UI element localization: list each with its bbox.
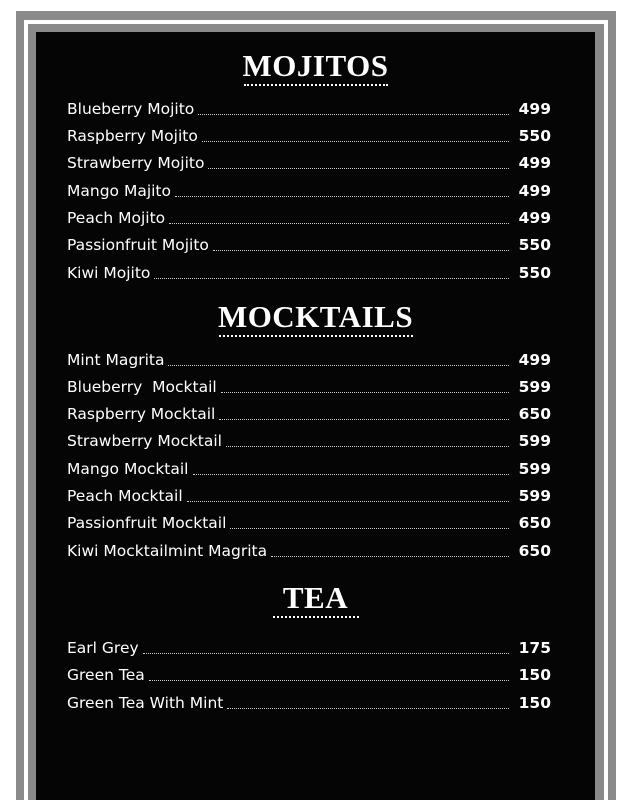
item-price: 550: [518, 264, 551, 282]
dot-leader: [227, 708, 509, 709]
dot-leader: [213, 250, 509, 251]
item-price: 599: [518, 487, 551, 505]
section-title: MOJITOS: [242, 48, 389, 83]
item-name: Green Tea: [67, 666, 145, 684]
item-price: 599: [518, 432, 551, 450]
item-name: Peach Mocktail: [67, 487, 183, 505]
item-name: Raspberry Mojito: [67, 127, 198, 145]
menu-item: [67, 263, 551, 283]
item-name: Blueberry Mocktail: [67, 378, 217, 396]
dot-leader: [221, 392, 509, 393]
dot-leader: [271, 556, 509, 557]
menu-item: [67, 665, 551, 685]
item-price: 650: [518, 542, 551, 560]
dot-leader: [149, 680, 509, 681]
dot-leader: [169, 223, 509, 224]
item-price: 150: [518, 694, 551, 712]
item-price: 499: [518, 154, 551, 172]
dot-leader: [226, 446, 509, 447]
item-price: 599: [518, 378, 551, 396]
dot-leader: [208, 168, 509, 169]
item-name: Raspberry Mocktail: [67, 405, 216, 423]
menu-panel: [36, 32, 595, 800]
menu-item: [67, 377, 551, 397]
menu-item: [67, 431, 551, 451]
menu-item: [67, 126, 551, 146]
menu-item: [67, 235, 551, 255]
menu-item: [67, 153, 551, 173]
title-underline: [244, 84, 388, 86]
section-title: MOCKTAILS: [217, 299, 414, 334]
section-mocktails: [36, 299, 595, 337]
item-price: 150: [518, 666, 551, 684]
dot-leader: [154, 278, 509, 279]
item-price: 599: [518, 460, 551, 478]
menu-item: [67, 541, 551, 561]
item-name: Passionfruit Mojito: [67, 236, 209, 254]
item-price: 175: [518, 639, 551, 657]
menu-item: [67, 486, 551, 506]
dot-leader: [168, 365, 509, 366]
item-price: 650: [518, 514, 551, 532]
item-name: Mango Mocktail: [67, 460, 189, 478]
item-name: Kiwi Mocktailmint Magrita: [67, 542, 268, 560]
item-price: 550: [518, 236, 551, 254]
dot-leader: [202, 141, 509, 142]
dot-leader: [187, 501, 509, 502]
item-name: Strawberry Mocktail: [67, 432, 222, 450]
item-name: Passionfruit Mocktail: [67, 514, 227, 532]
section-tea: [36, 580, 595, 618]
dot-leader: [143, 653, 509, 654]
dot-leader: [198, 114, 509, 115]
title-underline: [273, 616, 359, 618]
dot-leader: [230, 528, 509, 529]
dot-leader: [175, 196, 509, 197]
item-name: Earl Grey: [67, 639, 139, 657]
item-price: 499: [518, 351, 551, 369]
menu-item: [67, 693, 551, 713]
item-name: Green Tea With Mint: [67, 694, 224, 712]
menu-item: [67, 350, 551, 370]
item-price: 499: [518, 182, 551, 200]
item-name: Strawberry Mojito: [67, 154, 205, 172]
menu-item: [67, 181, 551, 201]
section-mojitos: [36, 48, 595, 86]
item-price: 499: [518, 100, 551, 118]
menu-item: [67, 459, 551, 479]
dot-leader: [219, 419, 509, 420]
dot-leader: [193, 474, 510, 475]
section-title: TEA: [282, 580, 349, 615]
item-name: Mango Majito: [67, 182, 171, 200]
menu-item: [67, 404, 551, 424]
item-name: Blueberry Mojito: [67, 100, 195, 118]
item-price: 499: [518, 209, 551, 227]
title-underline: [219, 335, 413, 337]
menu-item: [67, 208, 551, 228]
item-price: 550: [518, 127, 551, 145]
item-name: Peach Mojito: [67, 209, 166, 227]
item-name: Mint Magrita: [67, 351, 165, 369]
menu-item: [67, 638, 551, 658]
menu-item: [67, 99, 551, 119]
menu-item: [67, 513, 551, 533]
item-price: 650: [518, 405, 551, 423]
item-name: Kiwi Mojito: [67, 264, 151, 282]
